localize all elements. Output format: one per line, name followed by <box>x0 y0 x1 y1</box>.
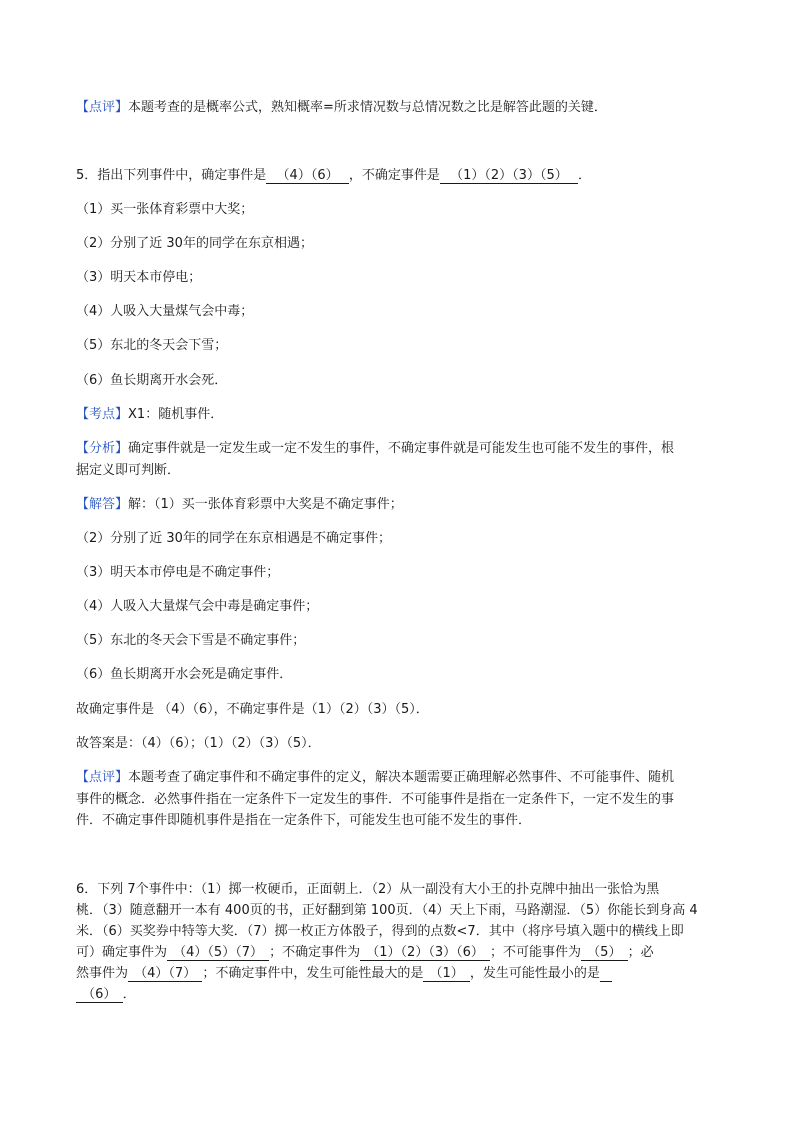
q5-item-2: （2）分别了近 30年的同学在东京相遇； <box>76 236 313 251</box>
q6-line-6: （6） ． <box>76 986 136 1003</box>
q6-answer-least-likely: （6） <box>76 987 123 1003</box>
q5-review-line-2: 事件的概念．必然事件指在一定条件下一定发生的事件．不可能事件是指在一定条件下，一定不发生的事 <box>76 792 675 807</box>
q6-answer-most-likely: （1） <box>423 966 470 982</box>
q5-answer-certain: （4）（6） <box>266 168 349 184</box>
q5-item-1: （1）买一张体育彩票中大奖； <box>76 202 254 217</box>
q6-line-1: 6．下列 7个事件中：（1）掷一枚硬币，正面朝上．（2）从一副没有大小王的扑克牌中抽出一张恰为黑 <box>76 882 660 897</box>
q5-item-6: （6）鱼长期离开水会死． <box>76 373 228 388</box>
q6-answer-uncertain: （1）（2）（3）（6） <box>360 945 490 961</box>
kaodian-tag: 【考点】 <box>76 407 129 422</box>
q6-line-3: 米．（6）买奖券中特等大奖．（7）掷一枚正方体骰子，得到的点数<7．其中（将序号填入题中的横线上即 <box>76 924 684 939</box>
q5-conclusion: 故确定事件是 （4）（6），不确定事件是（1）（2）（3）（5）． <box>76 702 429 717</box>
q5-answer-uncertain: （1）（2）（3）（5） <box>440 168 578 184</box>
q5-fenxi-line-2: 据定义即可判断． <box>76 463 181 478</box>
q6-line-4: 可）确定事件为 （4）（5）（7） ；不确定事件为 （1）（2）（3）（6） ；不可能事件为 （5） ；必 <box>76 945 654 960</box>
review-tag: 【点评】 <box>76 100 129 115</box>
q6-answer-certain: （4）（5）（7） <box>167 945 269 961</box>
q5-jieda-line-6: （6）鱼长期离开水会死是确定事件． <box>76 667 293 682</box>
q5-kaodian <box>76 406 223 423</box>
q6-answer-inevitable: （4）（7） <box>128 966 202 982</box>
q5-jieda-line-3: （3）明天本市停电是不确定事件； <box>76 565 280 580</box>
q5-fenxi-line-1: 【分析】确定事件就是一定发生或一定不发生的事件，不确定事件就是可能发生也可能不发生的事件，根 <box>76 441 675 456</box>
q5-jieda-line-2: （2）分别了近 30年的同学在东京相遇是不确定事件； <box>76 531 391 546</box>
q5-answer-line: 故答案是：（4）（6）；（1）（2）（3）（5）． <box>76 736 321 751</box>
q5-item-5: （5）东北的冬天会下雪； <box>76 338 228 353</box>
q5-review-line-1: 【点评】本题考查了确定事件和不确定事件的定义，解决本题需要正确理解必然事件、不可能事件、随机 <box>76 770 675 785</box>
review-paragraph <box>76 99 607 116</box>
q5-item-4: （4）人吸入大量煤气会中毒； <box>76 304 254 319</box>
review-text: 本题考查的是概率公式，熟知概率=所求情况数与总情况数之比是解答此题的关键． <box>128 100 607 115</box>
q6-line-5: 然事件为 （4）（7） ；不确定事件中，发生可能性最大的是 （1） ，发生可能性最小的是 <box>76 965 612 982</box>
q5-stem: 5．指出下列事件中，确定事件是 （4）（6） ，不确定事件是 （1）（2）（3）（5） ． <box>76 168 592 183</box>
q5-item-3: （3）明天本市停电； <box>76 270 202 285</box>
q5-review-line-3: 件．不确定事件即随机事件是指在一定条件下，可能发生也可能不发生的事件． <box>76 813 532 828</box>
q5-stem-text: 5．指出下列事件中，确定事件是 <box>76 168 267 183</box>
q5-review-tag: 【点评】 <box>76 770 129 785</box>
kaodian-text: X1：随机事件． <box>128 407 224 422</box>
q5-stem-text-2: ，不确定事件是 <box>348 168 440 183</box>
q6-answer-impossible: （5） <box>581 945 628 961</box>
q5-jieda-line-1: 【解答】解：（1）买一张体育彩票中大奖是不确定事件； <box>76 497 403 512</box>
q5-jieda-line-4: （4）人吸入大量煤气会中毒是确定事件； <box>76 599 319 614</box>
fenxi-tag: 【分析】 <box>76 441 129 456</box>
q6-line-2: 桃．（3）随意翻开一本有 400页的书，正好翻到第 100页．（4）天上下雨，马路潮湿．（5）你能长到身高 4 <box>76 903 698 918</box>
jieda-tag: 【解答】 <box>76 497 129 512</box>
q5-jieda-line-5: （5）东北的冬天会下雪是不确定事件； <box>76 633 306 648</box>
